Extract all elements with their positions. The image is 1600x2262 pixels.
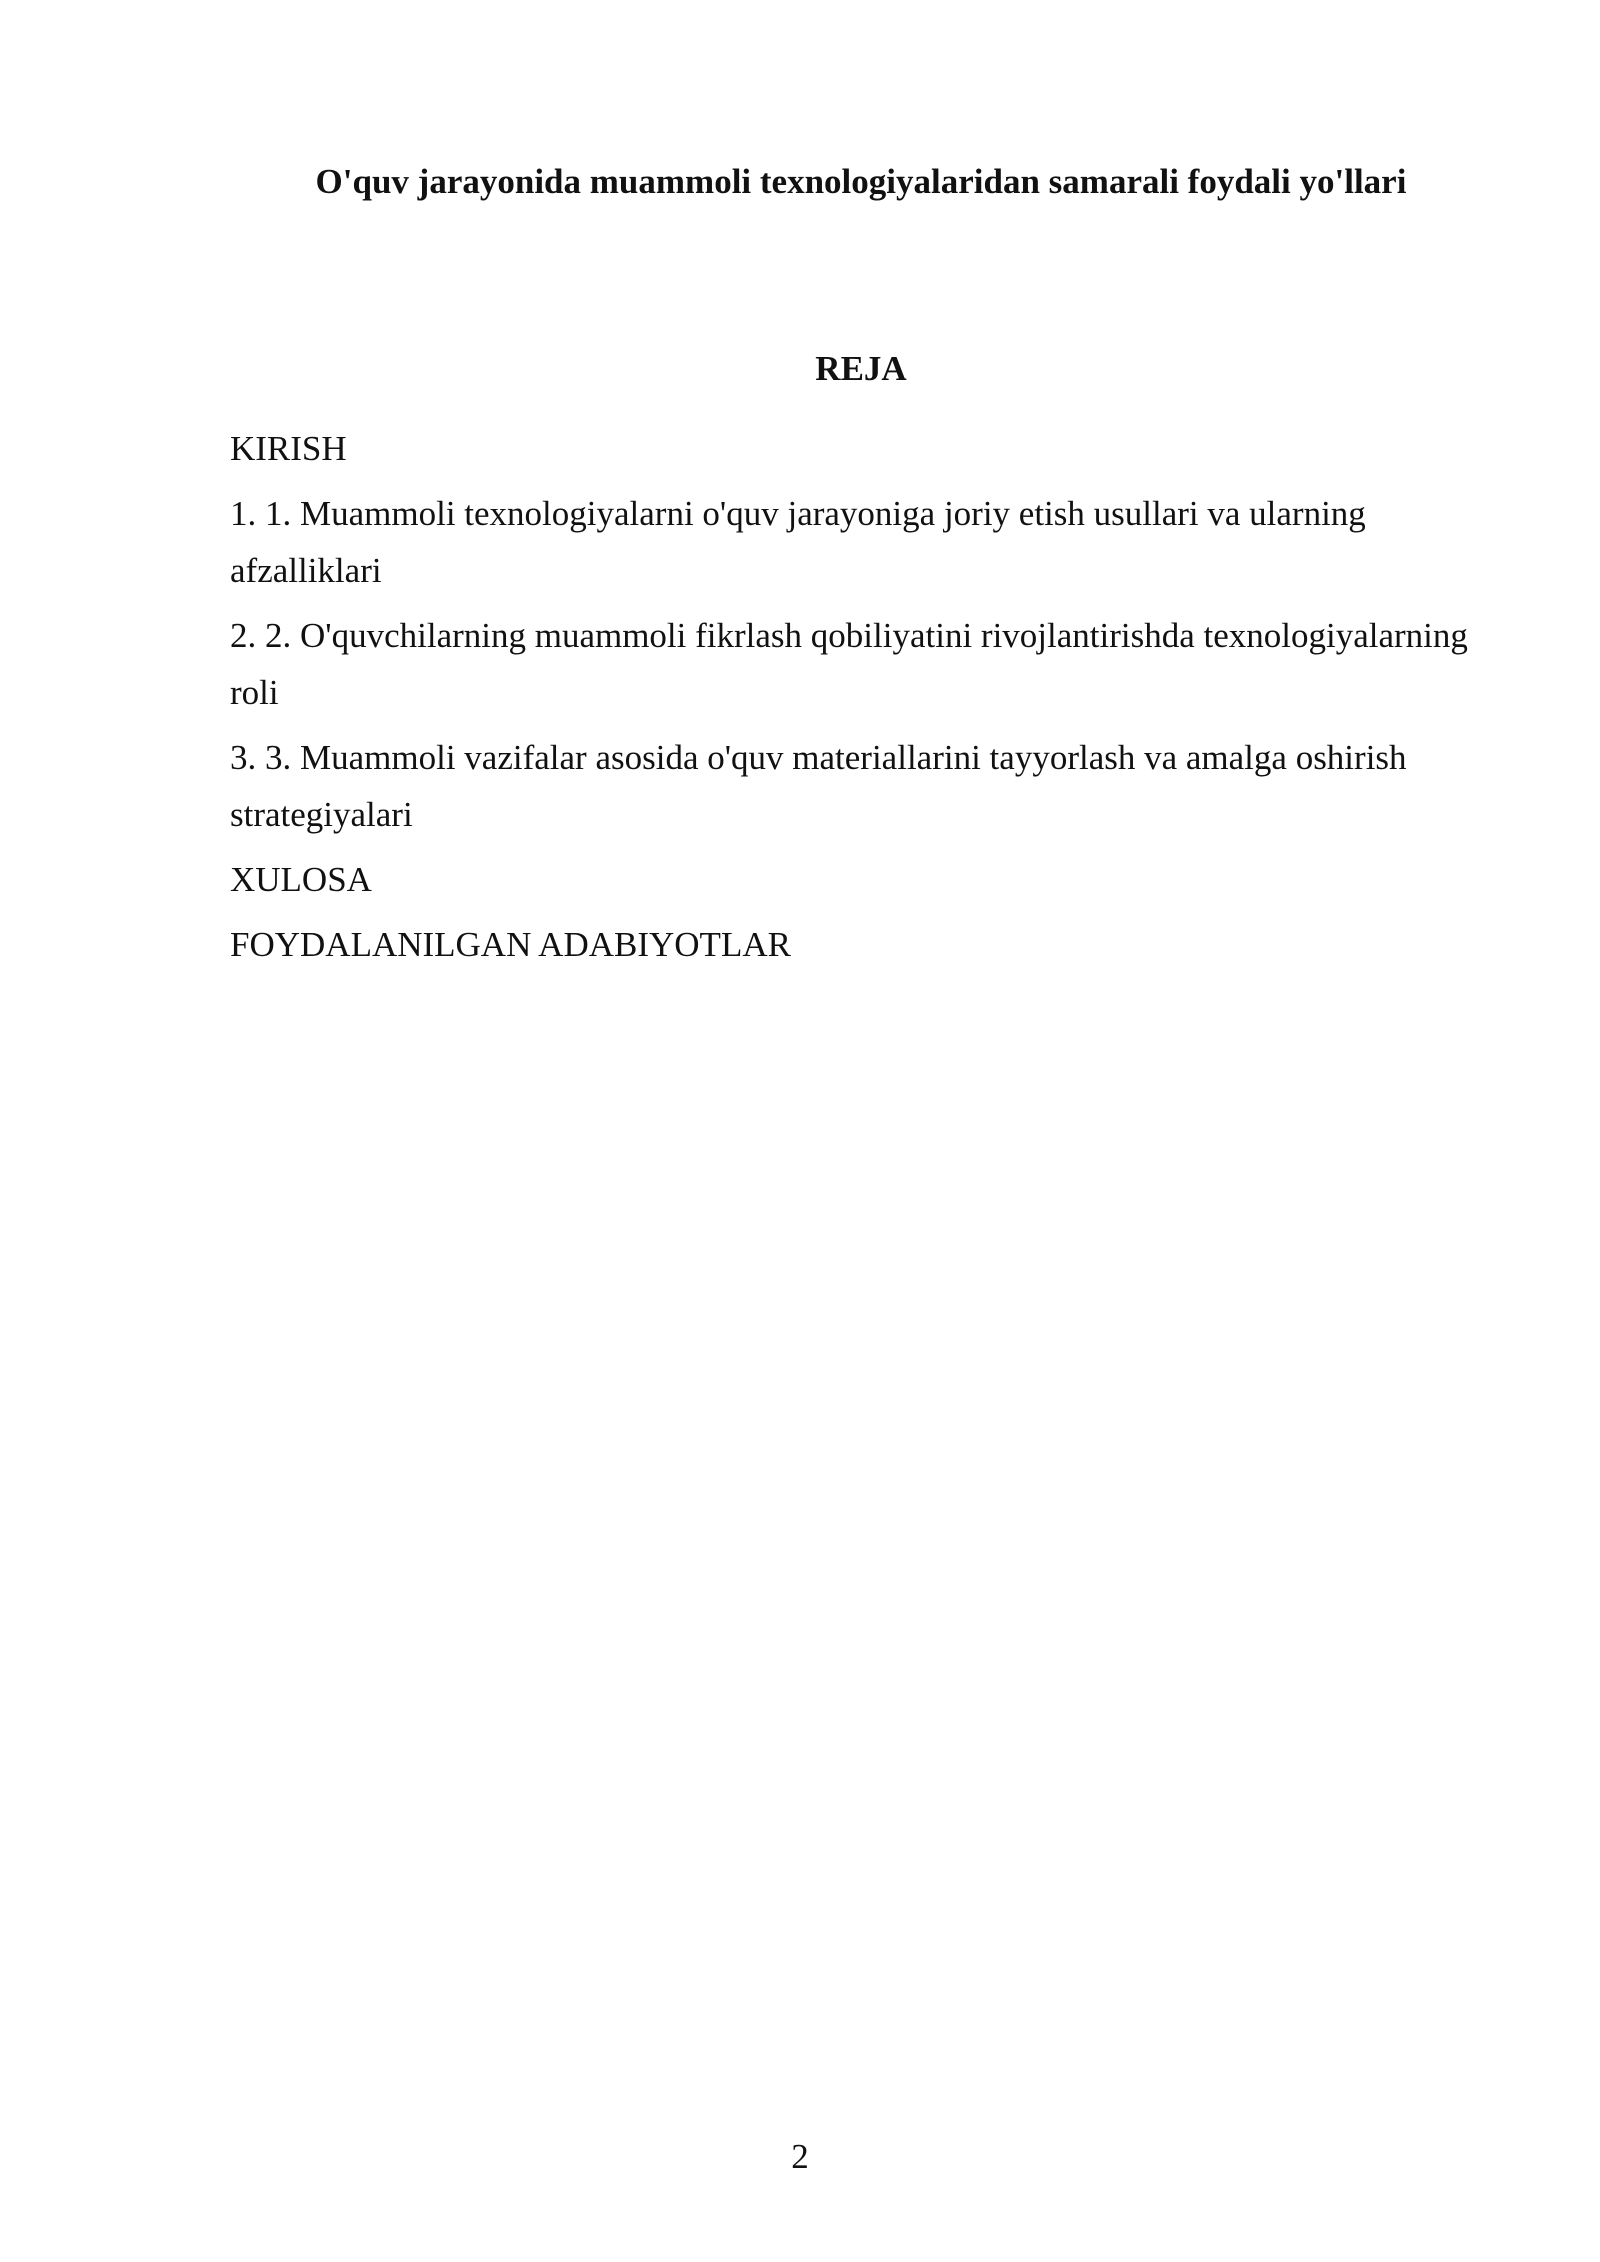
- plan-item-conclusion: XULOSA: [230, 860, 372, 899]
- page-number: 2: [791, 2137, 809, 2176]
- plan-list: [230, 420, 1492, 981]
- plan-item-section-1: 1. 1. Muammoli texnologiyalarni o'quv jarayoniga joriy etish usullari va ularning afzalliklari: [230, 494, 1366, 590]
- plan-item-references: FOYDALANILGAN ADABIYOTLAR: [230, 925, 791, 964]
- plan-item-section-3: 3. 3. Muammoli vazifalar asosida o'quv materiallarini tayyorlash va amalga oshirish strategiyalari: [230, 738, 1407, 834]
- plan-item-introduction: KIRISH: [230, 429, 347, 468]
- plan-item-section-2: 2. 2. O'quvchilarning muammoli fikrlash qobiliyatini rivojlantirishda texnologiyalarning roli: [230, 616, 1468, 712]
- document-title: O'quv jarayonida muammoli texnologiyalaridan samarali foydali yo'llari: [315, 162, 1407, 201]
- plan-heading: REJA: [815, 349, 907, 388]
